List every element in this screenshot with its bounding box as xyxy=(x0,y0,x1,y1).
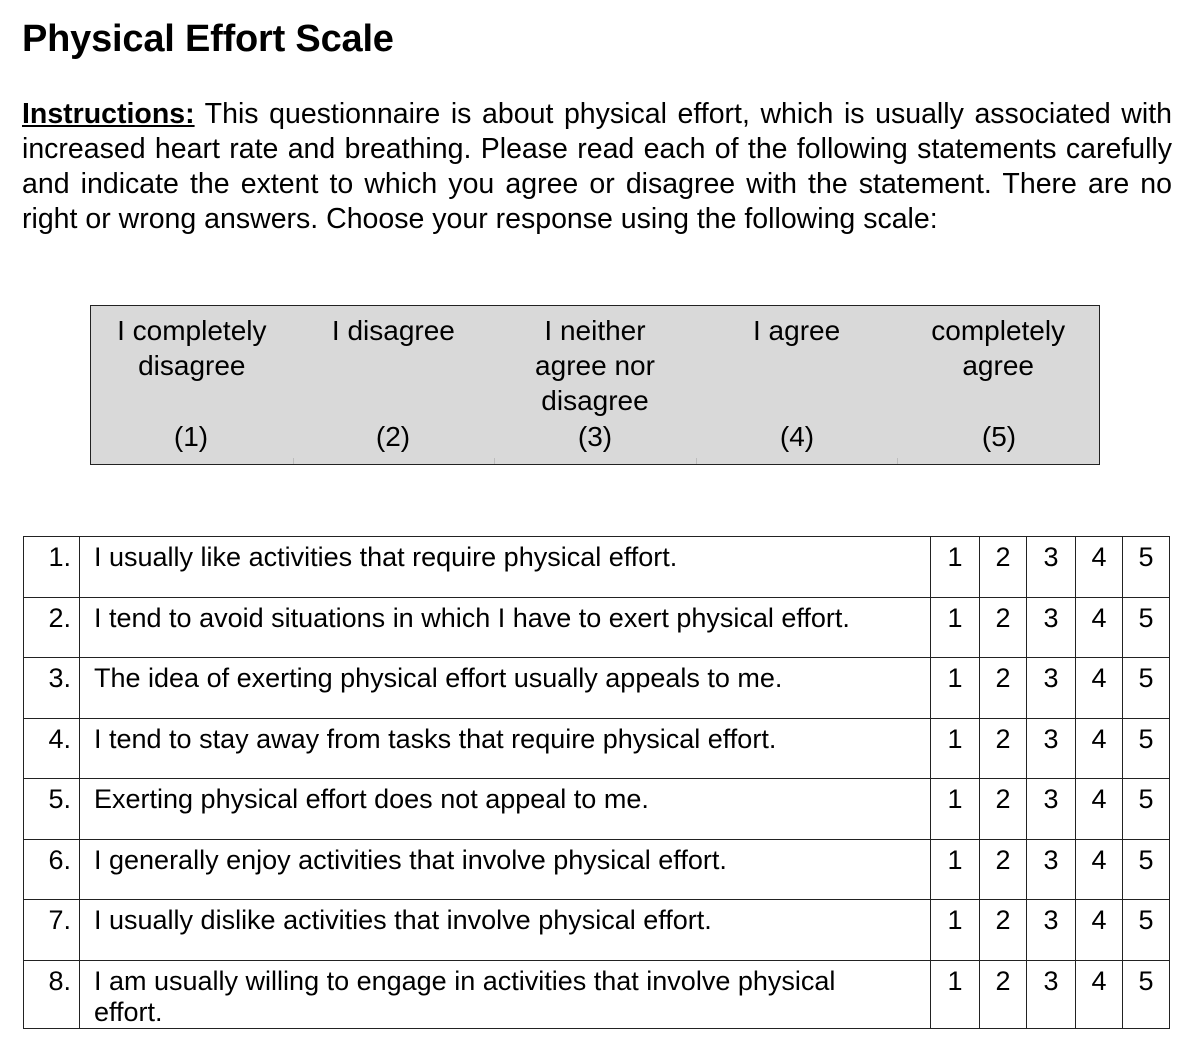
option-5[interactable]: 5 xyxy=(1123,960,1170,1028)
scale-label: I neither agree nor disagree xyxy=(535,315,655,416)
item-number: 2. xyxy=(24,597,80,658)
option-1[interactable]: 1 xyxy=(931,597,980,658)
item-statement: I tend to stay away from tasks that require physical effort. xyxy=(80,718,931,779)
items-table xyxy=(23,536,1170,1029)
option-3[interactable]: 3 xyxy=(1027,597,1076,658)
option-5[interactable]: 5 xyxy=(1123,779,1170,840)
option-4[interactable]: 4 xyxy=(1076,900,1123,961)
option-3[interactable]: 3 xyxy=(1027,779,1076,840)
item-number: 8. xyxy=(24,960,80,1028)
option-5[interactable]: 5 xyxy=(1123,839,1170,900)
scale-value: (1) xyxy=(173,421,209,452)
option-2[interactable]: 2 xyxy=(980,900,1027,961)
option-1[interactable]: 1 xyxy=(931,658,980,719)
item-number: 1. xyxy=(24,537,80,598)
option-5[interactable]: 5 xyxy=(1123,658,1170,719)
option-3[interactable]: 3 xyxy=(1027,658,1076,719)
scale-value: (3) xyxy=(577,421,613,452)
option-1[interactable]: 1 xyxy=(931,839,980,900)
item-row xyxy=(24,900,1170,961)
item-row xyxy=(24,960,1170,1028)
option-2[interactable]: 2 xyxy=(980,779,1027,840)
item-number: 5. xyxy=(24,779,80,840)
scale-label: completely agree xyxy=(931,315,1066,381)
item-statement: Exerting physical effort does not appeal to me. xyxy=(80,779,931,840)
option-2[interactable]: 2 xyxy=(980,597,1027,658)
scale-value: (4) xyxy=(779,421,815,452)
scale-label: I disagree xyxy=(331,315,455,346)
option-4[interactable]: 4 xyxy=(1076,597,1123,658)
item-statement: I tend to avoid situations in which I have to exert physical effort. xyxy=(80,597,931,658)
option-1[interactable]: 1 xyxy=(931,900,980,961)
item-statement: I generally enjoy activities that involve physical effort. xyxy=(80,839,931,900)
item-row xyxy=(24,779,1170,840)
item-row xyxy=(24,718,1170,779)
page-title: Physical Effort Scale xyxy=(22,18,394,60)
item-row xyxy=(24,537,1170,598)
option-3[interactable]: 3 xyxy=(1027,960,1076,1028)
option-2[interactable]: 2 xyxy=(980,718,1027,779)
item-statement: I usually dislike activities that involve physical effort. xyxy=(80,900,931,961)
item-statement: The idea of exerting physical effort usually appeals to me. xyxy=(80,658,931,719)
option-3[interactable]: 3 xyxy=(1027,839,1076,900)
item-statement: I am usually willing to engage in activities that involve physical effort. xyxy=(80,960,931,1028)
option-1[interactable]: 1 xyxy=(931,779,980,840)
item-row xyxy=(24,597,1170,658)
option-2[interactable]: 2 xyxy=(980,658,1027,719)
scale-value: (2) xyxy=(375,421,411,452)
option-1[interactable]: 1 xyxy=(931,960,980,1028)
option-3[interactable]: 3 xyxy=(1027,718,1076,779)
option-4[interactable]: 4 xyxy=(1076,779,1123,840)
option-4[interactable]: 4 xyxy=(1076,537,1123,598)
item-row xyxy=(24,658,1170,719)
option-2[interactable]: 2 xyxy=(980,537,1027,598)
option-4[interactable]: 4 xyxy=(1076,960,1123,1028)
item-number: 7. xyxy=(24,900,80,961)
option-3[interactable]: 3 xyxy=(1027,900,1076,961)
option-3[interactable]: 3 xyxy=(1027,537,1076,598)
scale-label: I agree xyxy=(752,315,841,346)
scale-values-row xyxy=(90,419,1100,454)
instructions-text: This questionnaire is about physical effort, which is usually associated with increased heart rate and breathing. Please read each of the following statements carefully and indicate the extent to which you agree or disagree with the statement. There are no right or wrong answers. Choose your response using the following scale: xyxy=(22,98,1172,235)
option-4[interactable]: 4 xyxy=(1076,718,1123,779)
instructions-label: Instructions: xyxy=(22,98,195,130)
option-5[interactable]: 5 xyxy=(1123,900,1170,961)
option-4[interactable]: 4 xyxy=(1076,839,1123,900)
item-number: 6. xyxy=(24,839,80,900)
item-number: 4. xyxy=(24,718,80,779)
option-2[interactable]: 2 xyxy=(980,839,1027,900)
scale-label: I completely disagree xyxy=(117,315,267,381)
instructions-paragraph xyxy=(22,97,1172,237)
item-row xyxy=(24,839,1170,900)
item-statement: I usually like activities that require physical effort. xyxy=(80,537,931,598)
item-number: 3. xyxy=(24,658,80,719)
option-1[interactable]: 1 xyxy=(931,718,980,779)
option-5[interactable]: 5 xyxy=(1123,718,1170,779)
scale-value: (5) xyxy=(981,421,1017,452)
option-5[interactable]: 5 xyxy=(1123,597,1170,658)
option-4[interactable]: 4 xyxy=(1076,658,1123,719)
option-5[interactable]: 5 xyxy=(1123,537,1170,598)
option-1[interactable]: 1 xyxy=(931,537,980,598)
option-2[interactable]: 2 xyxy=(980,960,1027,1028)
